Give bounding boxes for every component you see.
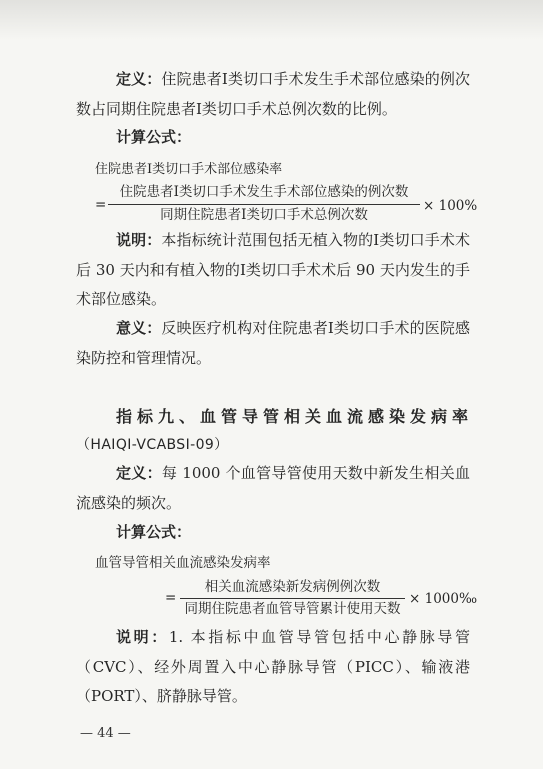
- formula-multiplier: × 1000‰: [409, 591, 478, 607]
- scan-shade: [0, 0, 543, 40]
- section-code: （HAIQI-VCABSI-09）: [76, 437, 229, 453]
- formula-name: 住院患者Ⅰ类切口手术部位感染率: [95, 162, 283, 177]
- section-title: 指标九、血管导管相关血流感染发病率: [116, 407, 474, 426]
- definition-paragraph: [76, 65, 470, 124]
- formula-denominator: 同期住院患者血管导管累计使用天数: [184, 601, 401, 617]
- formula-numerator: 住院患者Ⅰ类切口手术发生手术部位感染的例次数: [119, 184, 409, 200]
- note-text: 1. 本指标中血管导管包括中心静脉导管（CVC）、经外周置入中心静脉导管（PICC）、输液港（PORT）、脐静脉导管。: [76, 628, 470, 705]
- note-text: 本指标统计范围包括无植入物的Ⅰ类切口手术术后 30 天内和有植入物的Ⅰ类切口手术术后 90 天内发生的手术部位感染。: [76, 231, 470, 308]
- formula-multiplier: × 100%: [423, 198, 478, 214]
- note-label: 说明：: [116, 628, 169, 646]
- formula-heading-2: 计算公式：: [116, 523, 192, 541]
- note-label: 说明：: [116, 231, 162, 249]
- fraction-bar: [180, 598, 405, 599]
- formula-heading: 计算公式：: [116, 128, 192, 146]
- significance-text: 反映医疗机构对住院患者Ⅰ类切口手术的医院感染防控和管理情况。: [76, 319, 470, 367]
- significance-paragraph: [76, 314, 470, 373]
- fraction-bar: [108, 204, 420, 205]
- page-number: — 44 —: [80, 726, 131, 741]
- formula-equals: =: [165, 590, 177, 606]
- definition-paragraph-2: [76, 459, 470, 518]
- formula-numerator: 相关血流感染新发病例例次数: [204, 579, 381, 595]
- formula-denominator: 同期住院患者Ⅰ类切口手术总例次数: [160, 207, 368, 223]
- formula-name: 血管导管相关血流感染发病率: [95, 555, 271, 571]
- definition-label: 定义：: [116, 464, 162, 482]
- note-paragraph-2: [76, 623, 470, 712]
- formula-equals: =: [95, 197, 107, 213]
- definition-label: 定义：: [116, 70, 162, 88]
- definition-text: 住院患者Ⅰ类切口手术发生手术部位感染的例次数占同期住院患者Ⅰ类切口手术总例次数的比例。: [76, 70, 470, 118]
- significance-label: 意义：: [116, 319, 162, 337]
- note-paragraph: [76, 226, 470, 315]
- definition-text: 每 1000 个血管导管使用天数中新发生相关血流感染的频次。: [76, 464, 470, 512]
